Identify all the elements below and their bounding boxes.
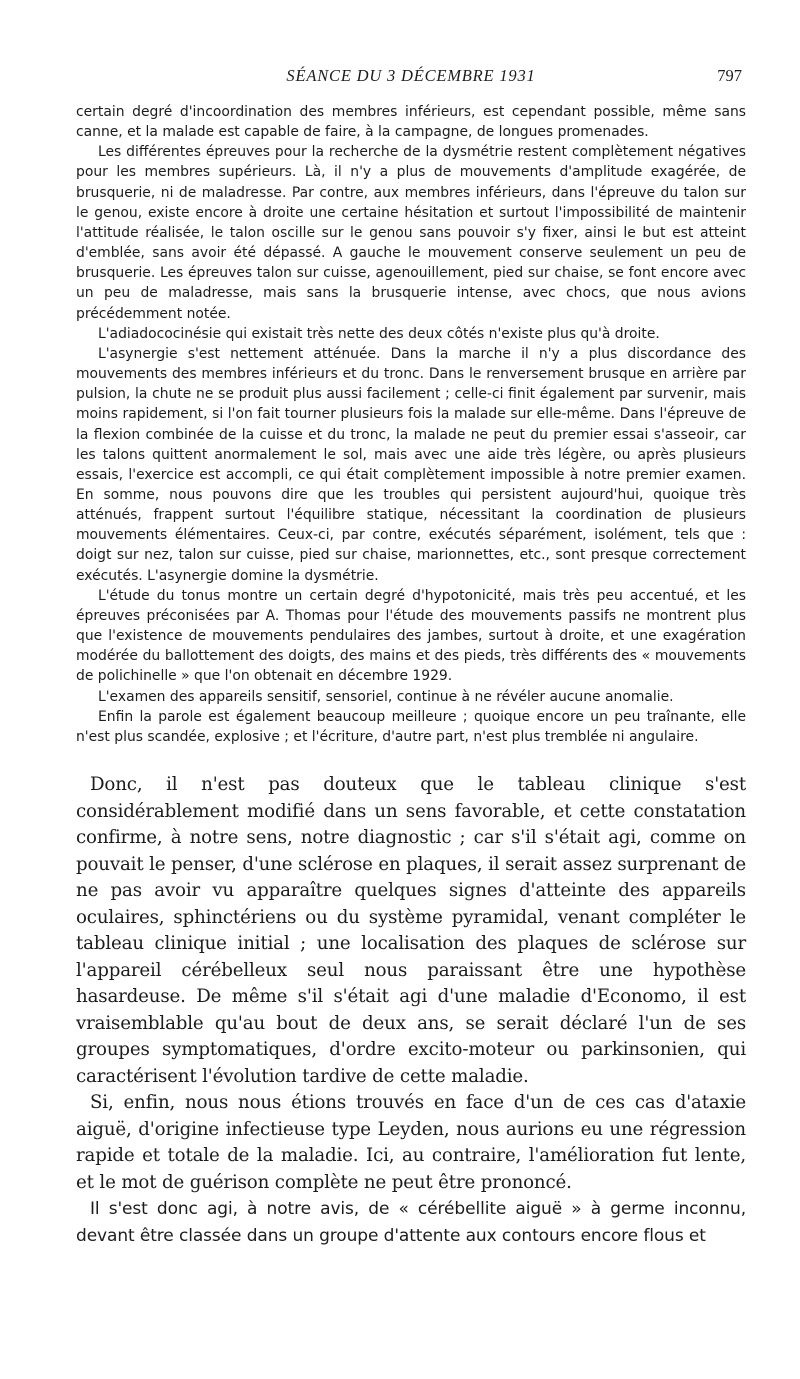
paragraph-conclusion: Donc, il n'est pas douteux que le tableau clinique s'est considérablement modifié dans un sens favorable, et cette constatation confirme, à notre sens, notre diagnostic ; car s'il s'était agi, comme on pouvait le penser, d'une sclérose en plaques, il serait assez surprenant de ne pas avoir vu apparaître quelques signes d'atteinte des appareils oculaires, sphinctériens ou du système pyramidal, venant compléter le tableau clinique initial ; une localisation des plaques de sclérose sur l'appareil cérébelleux seul nous paraissant être une hypothèse hasardeuse. De même s'il s'était agi d'une maladie d'Economo, il est vraisemblable qu'au bout de deux ans, se serait déclaré l'un de ses groupes symptomatiques, d'ordre excito-moteur ou parkinsonien, qui caractérisent l'évolution tardive de cette maladie.: [76, 774, 746, 1087]
page: [76, 66, 746, 1249]
paragraph-continuation: certain degré d'incoordination des membres inférieurs, est cependant possible, même sans canne, et la malade est capable de faire, à la campagne, de longues promenades.: [76, 104, 746, 141]
paragraph-parole: Enfin la parole est également beaucoup meilleure ; quoique encore un peu traînante, elle n'est plus scandée, explosive ; et l'écriture, d'autre part, n'est plus tremblée ni angulaire.: [76, 708, 746, 745]
paragraph-asynergie: L'asynergie s'est nettement atténuée. Dans la marche il n'y a plus discordance des mouvements des membres inférieurs et du tronc. Dans le renversement brusque en arrière par pulsion, la chute ne se produit plus aussi facilement ; celle-ci finit également par survenir, mais moins rapidement, si l'on fait tourner plusieurs fois la malade sur elle-même. Dans l'épreuve de la flexion combinée de la cuisse et du tronc, la malade ne peut du premier essai s'asseoir, car les talons quittent anormalement le sol, mais avec une aide très légère, ou après plusieurs essais, l'exercice est accompli, ce qui était complètement impossible à notre premier examen. En somme, nous pouvons dire que les troubles qui persistent aujourd'hui, quoique très atténués, frappent surtout l'équilibre statique, nécessitant la coordination de plusieurs mouvements élémentaires. Ceux-ci, par contre, exécutés séparément, isolément, tels que : doigt sur nez, talon sur cuisse, pied sur chaise, marionnettes, etc., sont presque correctement exécutés. L'asynergie domine la dysmétrie.: [76, 345, 746, 584]
running-header: [76, 66, 746, 96]
small-print-section: [76, 102, 746, 747]
paragraph-cerebellite: Il s'est donc agi, à notre avis, de « cérébellite aiguë » à germe inconnu, devant être classée dans un groupe d'attente aux contours encore flous et: [76, 1199, 746, 1246]
running-title: SÉANCE DU 3 DÉCEMBRE 1931: [286, 66, 536, 85]
paragraph-tonus: L'étude du tonus montre un certain degré d'hypotonicité, mais très peu accentué, et les épreuves préconisées par A. Thomas pour l'étude des mouvements passifs ne montrent plus que l'existence de mouvements pendulaires des jambes, surtout à droite, et une exagération modérée du ballottement des doigts, des mains et des pieds, très différents des « mouvements de polichinelle » que l'on obtenait en décembre 1929.: [76, 587, 746, 685]
discussion-section: [76, 772, 746, 1249]
paragraph-ataxie: Si, enfin, nous nous étions trouvés en face d'un de ces cas d'ataxie aiguë, d'origine infectieuse type Leyden, nous aurions eu une régression rapide et totale de la maladie. Ici, au contraire, l'amélioration fut lente, et le mot de guérison complète ne peut être prononcé.: [76, 1092, 746, 1193]
paragraph-adiadococinesie: L'adiadococinésie qui existait très nette des deux côtés n'existe plus qu'à droite.: [98, 325, 660, 342]
paragraph-dysmetrie: Les différentes épreuves pour la recherche de la dysmétrie restent complètement négatives pour les membres supérieurs. Là, il n'y a plus de mouvements d'amplitude exagérée, de brusquerie, ni de maladresse. Par contre, aux membres inférieurs, dans l'épreuve du talon sur le genou, existe encore à droite une certaine hésitation et surtout l'impossibilité de maintenir l'attitude réalisée, le talon oscille sur le genou sans pouvoir s'y fixer, ainsi le but est atteint d'emblée, sans avoir été dépassé. A gauche le mouvement conserve seulement un peu de brusquerie. Les épreuves talon sur cuisse, agenouillement, pied sur chaise, se font encore avec un peu de maladresse, mais sans la brusquerie intense, avec chocs, que nous avions précédemment notée.: [76, 144, 746, 322]
paragraph-examen-sensitif: L'examen des appareils sensitif, sensoriel, continue à ne révéler aucune anomalie.: [98, 688, 674, 705]
page-number: 797: [717, 66, 742, 85]
